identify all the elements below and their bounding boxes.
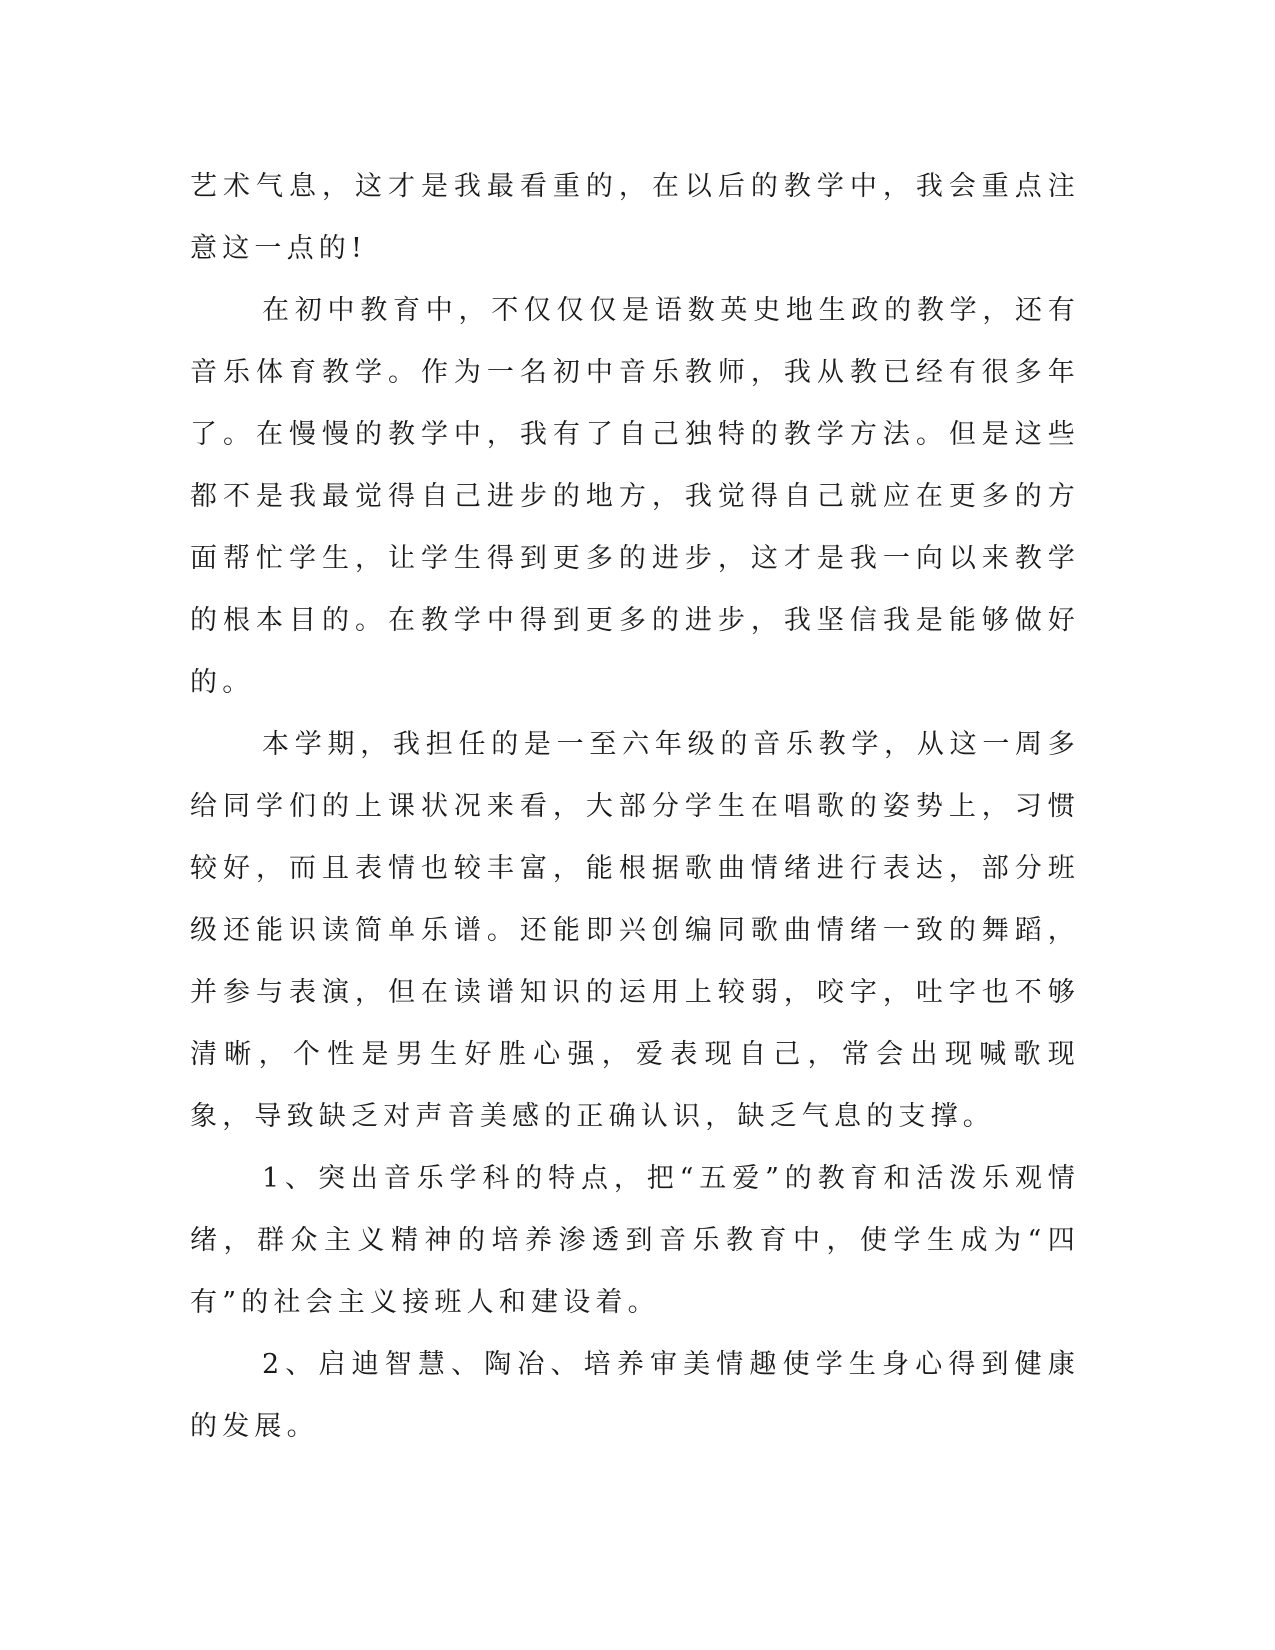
paragraph-goal-2: 2、启迪智慧、陶冶、培养审美情趣使学生身心得到健康的发展。 bbox=[190, 1349, 1080, 1442]
paragraph-teaching-reflection: 在初中教育中，不仅仅仅是语数英史地生政的教学，还有音乐体育教学。作为一名初中音乐教师，我从教已经有很多年了。在慢慢的教学中，我有了自己独特的教学方法。但是这些都不是我最觉得自己进步的地方，我觉得自己就应在更多的方面帮忙学生，让学生得到更多的进步，这才是我一向以来教学的根本目的。在教学中得到更多的进步，我坚信我是能够做好的。 bbox=[190, 295, 1080, 698]
document-body bbox=[190, 156, 1080, 1458]
paragraph-continuation: 艺术气息，这才是我最看重的，在以后的教学中，我会重点注意这一点的! bbox=[190, 171, 1080, 264]
paragraph-goal-1: 1、突出音乐学科的特点，把“五爱”的教育和活泼乐观情绪，群众主义精神的培养渗透到音乐教育中，使学生成为“四有”的社会主义接班人和建设着。 bbox=[190, 1163, 1080, 1318]
paragraph-semester-overview: 本学期，我担任的是一至六年级的音乐教学，从这一周多给同学们的上课状况来看，大部分学生在唱歌的姿势上，习惯较好，而且表情也较丰富，能根据歌曲情绪进行表达，部分班级还能识读简单乐谱。还能即兴创编同歌曲情绪一致的舞蹈，并参与表演，但在读谱知识的运用上较弱，咬字，吐字也不够清晰，个性是男生好胜心强，爱表现自己，常会出现喊歌现象，导致缺乏对声音美感的正确认识，缺乏气息的支撑。 bbox=[190, 729, 1080, 1132]
